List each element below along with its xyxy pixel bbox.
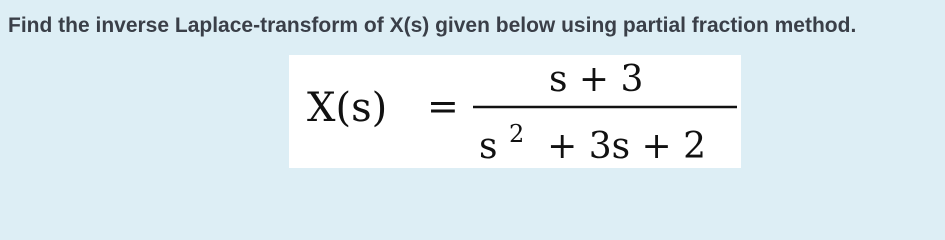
formula-equals: =: [427, 84, 459, 128]
formula-numerator: s + 3: [549, 59, 644, 100]
denominator-base: s: [479, 126, 498, 167]
formula-lhs: X(s): [307, 85, 388, 131]
denominator-exponent: 2: [508, 120, 525, 148]
formula-image: [289, 55, 741, 168]
question-text: Find the inverse Laplace-transform of X(s) given below using partial fraction method.: [8, 14, 857, 37]
formula-svg: [289, 55, 741, 168]
denominator-rest: + 3s + 2: [535, 126, 707, 167]
formula-denominator: [479, 110, 706, 167]
